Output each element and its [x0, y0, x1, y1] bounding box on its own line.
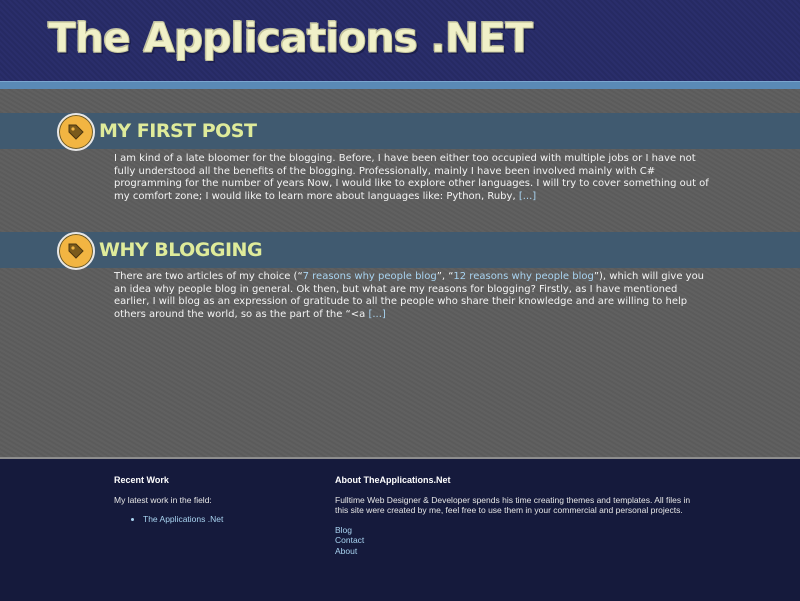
post-title[interactable]: WHY BLOGGING — [99, 239, 263, 261]
recent-work-intro: My latest work in the field: — [114, 494, 212, 505]
post-excerpt — [114, 153, 714, 203]
about-heading: About TheApplications.Net — [335, 475, 451, 485]
post-excerpt-text: ”), which will give you an idea why people blog in general. Ok then, but what are my reasons for blogging? Firstly, as I have mentioned earlier, I will blog as an expression of gratitude to all the people who share their knowledge and are willing to help others around the world, so as the part of the “<a — [114, 271, 705, 320]
footer-link-blog[interactable]: Blog — [335, 524, 353, 535]
recent-work-section — [114, 475, 304, 525]
post-excerpt-text: ”, “ — [436, 271, 454, 282]
post-excerpt-text: I am kind of a late bloomer for the blogging. Before, I have been either too occupied with multiple jobs or I have not fully understood all the benefits of the blogging. Professionally, mainly I have been involved mainly with C# programming for the number of years Now, I would like to explore other languages. I will try to cover something out of my comfort zone; I would like to learn more about languages like: Python, Ruby, — [114, 153, 709, 202]
post-title[interactable]: MY FIRST POST — [99, 120, 257, 142]
footer-link-contact[interactable]: Contact — [335, 535, 365, 545]
about-section — [335, 475, 700, 556]
main-content — [0, 89, 800, 457]
article-link[interactable]: 12 reasons why people blog — [453, 271, 594, 282]
read-more-link[interactable]: [...] — [368, 308, 386, 320]
read-more-link[interactable]: [...] — [518, 190, 537, 202]
site-title[interactable]: The Applications .NET — [48, 14, 533, 62]
site-footer — [0, 457, 800, 601]
list-item — [143, 514, 304, 525]
footer-link-about[interactable]: About — [335, 545, 358, 556]
recent-work-link[interactable]: • The Applications .Net — [143, 514, 224, 524]
recent-work-heading: Recent Work — [114, 475, 169, 485]
about-text: Fulltime Web Designer & Developer spends his time creating themes and templates. All files in this site were created by me, feel free to use them in your commercial and personal projects. — [335, 494, 691, 515]
post-excerpt-text: There are two articles of my choice (“ — [114, 271, 303, 282]
article-link[interactable]: 7 reasons why people blog — [302, 271, 437, 282]
site-header — [0, 0, 800, 81]
tag-icon — [57, 113, 95, 151]
tag-icon — [57, 232, 95, 270]
recent-work-list — [114, 514, 304, 525]
post-excerpt — [114, 271, 714, 321]
